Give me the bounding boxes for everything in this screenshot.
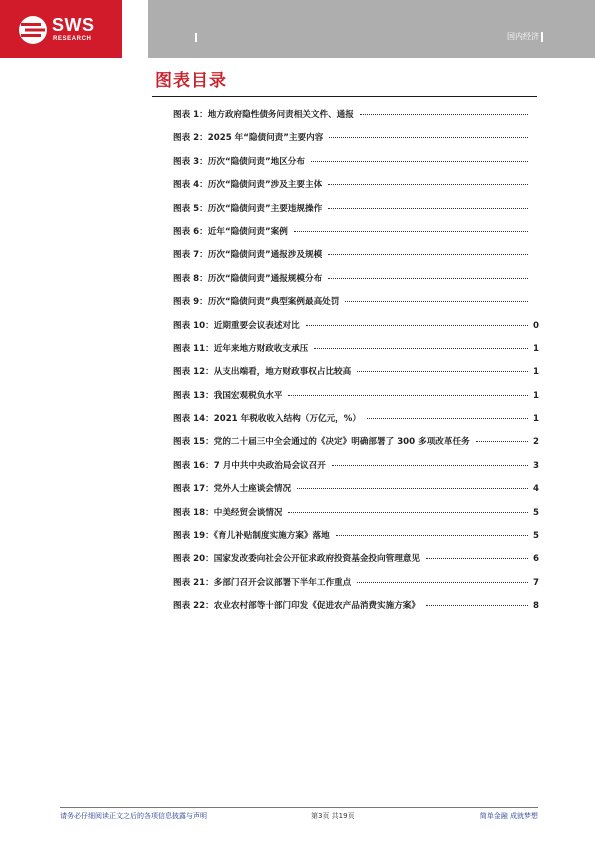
sws-logo-icon	[18, 15, 48, 45]
toc-leader-dots	[329, 137, 528, 138]
toc-entry-page: 3	[533, 460, 539, 471]
toc-entry[interactable]	[173, 296, 539, 319]
section-label: 国内经济	[507, 32, 539, 41]
toc-leader-dots	[476, 441, 528, 442]
toc-entry[interactable]	[173, 507, 539, 530]
toc-leader-dots	[367, 418, 528, 419]
section-tick	[541, 32, 543, 42]
header-band	[148, 0, 595, 58]
footer-divider	[60, 807, 538, 808]
title-divider	[152, 96, 537, 97]
toc-entry-label: 图表 18：中美经贸会谈情况	[173, 507, 283, 518]
toc-entry-label: 图表 16：7 月中共中央政治局会议召开	[173, 460, 326, 471]
logo-text: SWS	[52, 15, 95, 35]
logo-subtext: RESEARCH	[53, 36, 92, 42]
toc-leader-dots	[311, 161, 528, 162]
toc-entry-page: 8	[533, 601, 539, 612]
toc-entry[interactable]	[173, 436, 539, 459]
toc-entry-label: 图表 9：历次“隐债问责”典型案例最高处罚	[173, 297, 340, 308]
toc-entry-label: 图表 1：地方政府隐性债务问责相关文件、通报	[173, 110, 354, 120]
toc-entry[interactable]	[173, 390, 539, 413]
toc-entry-label: 图表 5：历次“隐债问责”主要违规操作	[173, 203, 323, 214]
toc-entry-page: 4	[533, 484, 539, 495]
toc-entry-label: 图表 4：历次“隐债问责”涉及主要主体	[173, 180, 323, 191]
toc-entry-label: 图表 21：多部门召开会议部署下半年工作重点	[173, 577, 352, 588]
toc-leader-dots	[360, 114, 528, 115]
toc-entry[interactable]	[173, 226, 539, 249]
toc-entry-label: 图表 15：党的二十届三中全会通过的《决定》明确部署了 300 多项改革任务	[173, 437, 470, 448]
toc-entry-label: 图表 14：2021 年税收收入结构（万亿元，%）	[173, 414, 361, 425]
toc-leader-dots	[357, 371, 528, 372]
toc-entry[interactable]	[173, 460, 539, 483]
toc-leader-dots	[345, 301, 528, 302]
toc-entry-page: 5	[533, 507, 539, 518]
toc-entry-page: 1	[533, 367, 539, 378]
toc-entry[interactable]	[173, 132, 539, 155]
toc-entry-page: 6	[533, 554, 539, 565]
toc-leader-dots	[328, 254, 528, 255]
toc-entry-label: 图表 10：近期重要会议表述对比	[173, 320, 300, 331]
toc-entry-label: 图表 7：历次“隐债问责”通报涉及规模	[173, 250, 323, 261]
toc-entry-page: 2	[533, 437, 539, 448]
toc-entry-page: 7	[533, 577, 539, 588]
toc-entry[interactable]	[173, 109, 539, 132]
toc-leader-dots	[332, 465, 528, 466]
brand-slogan: 简单金融 成就梦想	[479, 812, 538, 820]
toc-entry-page: 1	[533, 414, 539, 425]
toc-entry[interactable]	[173, 320, 539, 343]
toc-entry-label: 图表 11：近年来地方财政收支承压	[173, 343, 309, 354]
toc-leader-dots	[288, 512, 528, 513]
toc-entry-label: 图表 17：党外人士座谈会情况	[173, 484, 292, 495]
toc-entry-label: 图表 3：历次“隐债问责”地区分布	[173, 156, 305, 167]
toc-entry[interactable]	[173, 273, 539, 296]
toc-entry[interactable]	[173, 366, 539, 389]
toc-leader-dots	[328, 208, 528, 209]
toc-leader-dots	[306, 325, 528, 326]
toc-entry-label: 图表 12：从支出端看，地方财政事权占比较高	[173, 367, 352, 378]
toc-leader-dots	[357, 582, 528, 583]
toc-entry-label: 图表 2：2025 年“隐债问责”主要内容	[173, 133, 324, 144]
toc-leader-dots	[426, 605, 528, 606]
toc-entry-page: 1	[533, 343, 539, 354]
toc-entry[interactable]	[173, 553, 539, 576]
toc-entry[interactable]	[173, 203, 539, 226]
figure-table-of-contents	[173, 109, 539, 624]
toc-leader-dots	[294, 231, 528, 232]
toc-entry[interactable]	[173, 249, 539, 272]
page-number: 第3页 共19页	[311, 812, 355, 820]
toc-entry-page: 1	[533, 390, 539, 401]
brand-logo	[0, 0, 122, 58]
toc-leader-dots	[336, 535, 528, 536]
toc-entry-label: 图表 8：历次“隐债问责”通报规模分布	[173, 273, 323, 284]
toc-entry-label: 图表 19：《育儿补贴制度实施方案》落地	[173, 531, 330, 542]
toc-entry[interactable]	[173, 156, 539, 179]
page-title: 图表目录	[155, 71, 227, 91]
header-gap	[122, 0, 148, 58]
toc-entry-label: 图表 6：近年“隐债问责”案例	[173, 226, 288, 237]
toc-entry[interactable]	[173, 577, 539, 600]
toc-entry-page: 0	[533, 320, 539, 331]
toc-entry-label: 图表 20：国家发改委向社会公开征求政府投资基金投向管理意见	[173, 554, 420, 565]
page-header	[0, 0, 595, 58]
toc-leader-dots	[297, 488, 528, 489]
toc-entry[interactable]	[173, 413, 539, 436]
toc-entry[interactable]	[173, 483, 539, 506]
toc-leader-dots	[328, 184, 528, 185]
toc-leader-dots	[288, 395, 528, 396]
toc-leader-dots	[314, 348, 528, 349]
header-marker	[195, 33, 197, 42]
toc-entry[interactable]	[173, 179, 539, 202]
toc-leader-dots	[328, 278, 528, 279]
toc-entry[interactable]	[173, 343, 539, 366]
toc-entry[interactable]	[173, 530, 539, 553]
toc-leader-dots	[426, 558, 528, 559]
toc-entry-label: 图表 22：农业农村部等十部门印发《促进农产品消费实施方案》	[173, 601, 420, 612]
toc-entry-label: 图表 13：我国宏观税负水平	[173, 390, 283, 401]
toc-entry[interactable]	[173, 600, 539, 623]
toc-entry-page: 5	[533, 531, 539, 542]
disclaimer-link[interactable]: 请务必仔细阅读正文之后的各项信息披露与声明	[60, 812, 207, 820]
